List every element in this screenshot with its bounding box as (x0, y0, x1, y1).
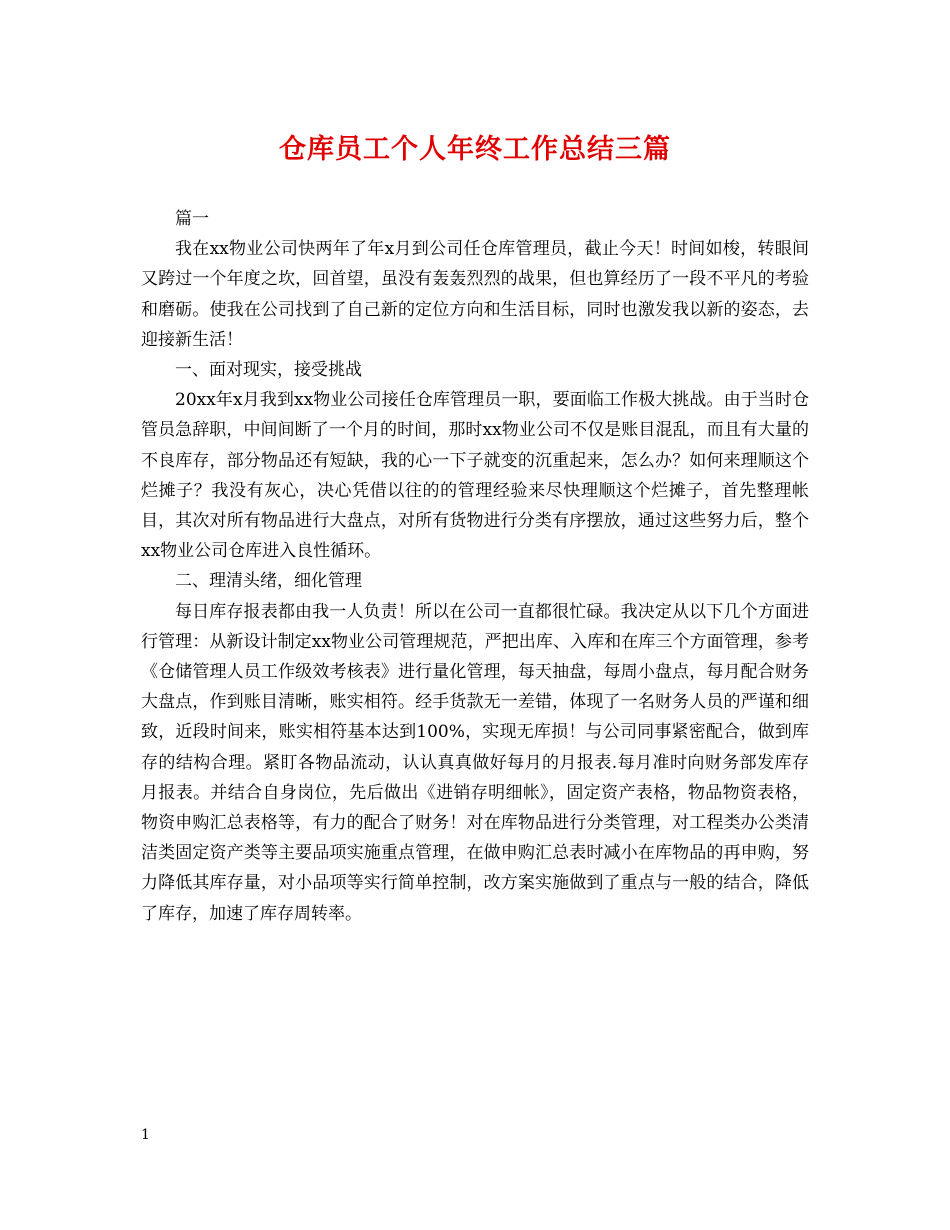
section-heading-part-one: 篇一 (175, 209, 209, 229)
document-title: 仓库员工个人年终工作总结三篇 (279, 134, 671, 165)
section-heading-1: 一、面对现实，接受挑战 (175, 360, 362, 381)
document-body (141, 204, 809, 929)
section-heading-2: 二、理清头绪，细化管理 (175, 571, 362, 592)
intro-paragraph: 我在xx物业公司快两年了年x月到公司任仓库管理员，截止今天！时间如梭，转眼间又跨过一个年度之坎，回首望，虽没有轰轰烈烈的战果，但也算经历了一段不平凡的考验和磨砺。使我在公司找到了自己新的定位方向和生活目标，同时也激发我以新的姿态，去迎接新生活！ (141, 239, 809, 350)
section-2-paragraph: 每日库存报表都由我一人负责！所以在公司一直都很忙碌。我决定从以下几个方面进行管理：从新设计制定xx物业公司管理规范，严把出库、入库和在库三个方面管理，参考《仓储管理人员工作级效考核表》进行量化管理，每天抽盘，每周小盘点，每月配合财务大盘点，作到账目清晰，账实相符。经手货款无一差错，体现了一名财务人员的严谨和细致，近段时间来，账实相符基本达到100%，实现无库损！与公司同事紧密配合，做到库存的结构合理。紧盯各物品流动，认认真真做好每月的月报表.每月准时向财务部发库存月报表。并结合自身岗位，先后做出《进销存明细帐》，固定资产表格，物品物资表格，物资申购汇总表格等，有力的配合了财务！对在库物品进行分类管理，对工程类办公类清洁类固定资产类等主要品项实施重点管理，在做申购汇总表时减小在库物品的再申购，努力降低其库存量，对小品项等实行简单控制，改方案实施做到了重点与一般的结合，降低了库存，加速了库存周转率。 (141, 601, 809, 924)
section-1-paragraph: 20xx年x月我到xx物业公司接任仓库管理员一职，要面临工作极大挑战。由于当时仓管员急辞职，中间间断了一个月的时间，那时xx物业公司不仅是账目混乱，而且有大量的不良库存，部分物品还有短缺，我的心一下子就变的沉重起来，怎么办？如何来理顺这个烂摊子？我没有灰心，决心凭借以往的的管理经验来尽快理顺这个烂摊子，首先整理帐目，其次对所有物品进行大盘点，对所有货物进行分类有序摆放，通过这些努力后，整个xx物业公司仓库进入良性循环。 (141, 390, 809, 562)
page-number: 1 (141, 1127, 150, 1143)
